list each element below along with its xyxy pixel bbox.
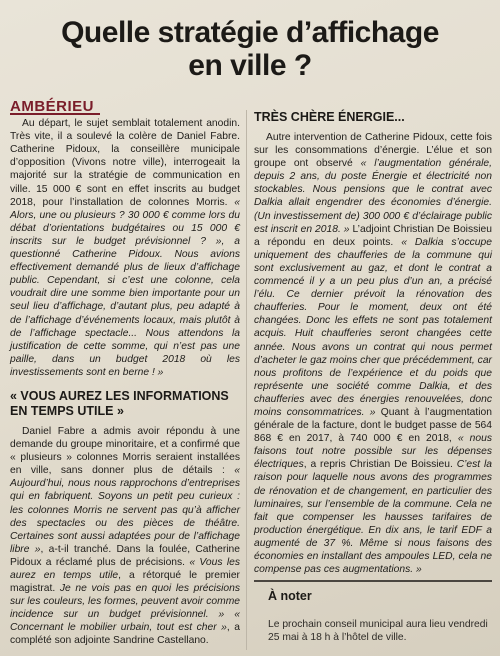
paragraph-energie [254,131,492,576]
fabre-tail: , a-t-il tranché. Dans la foulée, Catherine Pidoux a réclamé plus de précisions. [10,543,241,568]
energie-tail-2: Quant à l’augmentation générale de la facture, dont le budget passe de 564 868 € en 2017, à 740 000 € en 2018, [254,406,492,445]
paragraph-intro [10,117,240,379]
energie-tail-3: , a repris Christian De Boissieu. [303,459,457,471]
energie-text: Autre intervention de Catherine Pidoux, cette fois sur les consommations d’énergie. L’élue et son groupe ont observé [254,132,492,170]
energie-quote-2: « Dalkia s’occupe uniquement des chaufferies de la commune qui sont exclusivement au gaz, et dont le contrat a commencé il y a un peu plus d’un an, a précisé l’élu. Ce dernier prévoit la rénovation des chaufferies. Pour le moment, deux ont été changées. Donc les effets ne sont pas totalement acquis. Huit chaufferies seront changées cette année. Nous avons un contrat qui nous permet d’acheter le gaz moins cher que précédemment, car nous profitons de l’expérience et du poids que représente une société comme Dalkia, et des chaufferies avec des énergies renouvelées, donc moins consommatrices. » [254,236,492,418]
note-box [254,580,492,652]
note-text: Le prochain conseil municipal aura lieu vendredi 25 mai à 18 h à l’hôtel de ville. [268,619,488,643]
headline-line-1: Quelle stratégie d’affichage [61,16,439,49]
intro-quote-2: Nous avions effectivement demandé plus de lieux d’affichage public. Cependant, si c’est une colonne, cela voudrait dire une somme bien importante pour un seul lieu d’affichage, d’autant plus, peu adapté à de l’affichage d’événements locaux, mais plutôt à de l’affichage spectacle... Nous attendons la justification de cette somme, qui n’est pas une paille, dans un budget 2018 où les investissements sont en berne ! » [10,249,240,378]
note-title: À noter [268,589,312,603]
right-column [254,110,492,576]
fabre-tail-3: , a complété son adjointe Sandrine Castellano. [10,622,240,647]
left-column [10,100,240,648]
subheading-informations: « VOUS AUREZ LES INFORMATIONS EN TEMPS UTILE » [10,388,229,418]
column-divider [246,110,247,650]
paragraph-fabre [10,425,240,648]
intro-quote: « Alors, une ou plusieurs ? 30 000 € comme lors du débat d’orientations budgétaires ou 15 000 € inscrits sur le budget prévisionnel ? », a questionné Catherine Pidoux. [10,196,240,261]
headline-line-2: en ville ? [188,49,312,82]
energie-quote: « l’augmentation générale, depuis 2 ans, du poste Énergie et électricité non stockables. Nous pensions que le contrat avec Dalkia allait engendrer des économies d’énergie. (Un investissement de) 300 000 € d’éclairage public est inscrit en 2018. » [254,158,492,235]
fabre-text: Daniel Fabre a admis avoir répondu à une demande du groupe minoritaire, et a confirmé que « plusieurs » colonnes Morris seraient installées en ville, sans donner plus de détails : [10,425,240,477]
section-label: AMBÉRIEU [10,100,100,115]
fabre-quote-2: « Vous les aurez en temps utile [10,556,240,581]
subheading-energie: TRÈS CHÈRE ÉNERGIE... [254,110,405,124]
fabre-tail-2: , a rétorqué le premier magistrat. [10,570,240,595]
fabre-quote: « Aujourd’hui, nous nous rapprochons d’entreprises qui en fabriquent. Soyons un petit peu curieux : les colonnes Morris ne servent pas qu’à afficher des spectacles ou des pièces de théâtre. Certaines sont aussi adaptées pour de l’affichage libre » [10,465,240,555]
energie-tail: L’adjoint Christian De Boissieu a répondu en deux points. [254,223,492,248]
energie-quote-4: C’est la raison pour laquelle nous avons des programmes de rénovation et de changement, en particulier des luminaires, sur l’ensemble de la commune. Cela ne fait que compenser les hausses tarifaires de production énergétique. En dix ans, le tarif EDF a augmenté de 37 %. Même si nous faisons des économies en installant des ampoules LED, cela ne compense pas ces augmentations. » [254,459,492,576]
fabre-quote-3: Je ne vois pas en quoi les précisions sur les couleurs, les formes, peuvent avoir comme incidence sur un budget prévisionnel. » « Concernant le mobilier urbain, tout est cher » [10,583,240,634]
article-headline [0,16,500,82]
energie-quote-3: « nous faisons tout notre possible sur les dépenses électriques [254,433,492,471]
intro-text: Au départ, le sujet semblait totalement anodin. Très vite, il a soulevé la colère de Daniel Fabre. Catherine Pidoux, la conseillère municipale d’opposition (Vivons notre ville), interrogeait la majorité sur la stratégie de communication en ville. 15 000 € sont en effet inscrits au budget 2018, pour l’installation de colonnes Morris. [10,118,240,208]
